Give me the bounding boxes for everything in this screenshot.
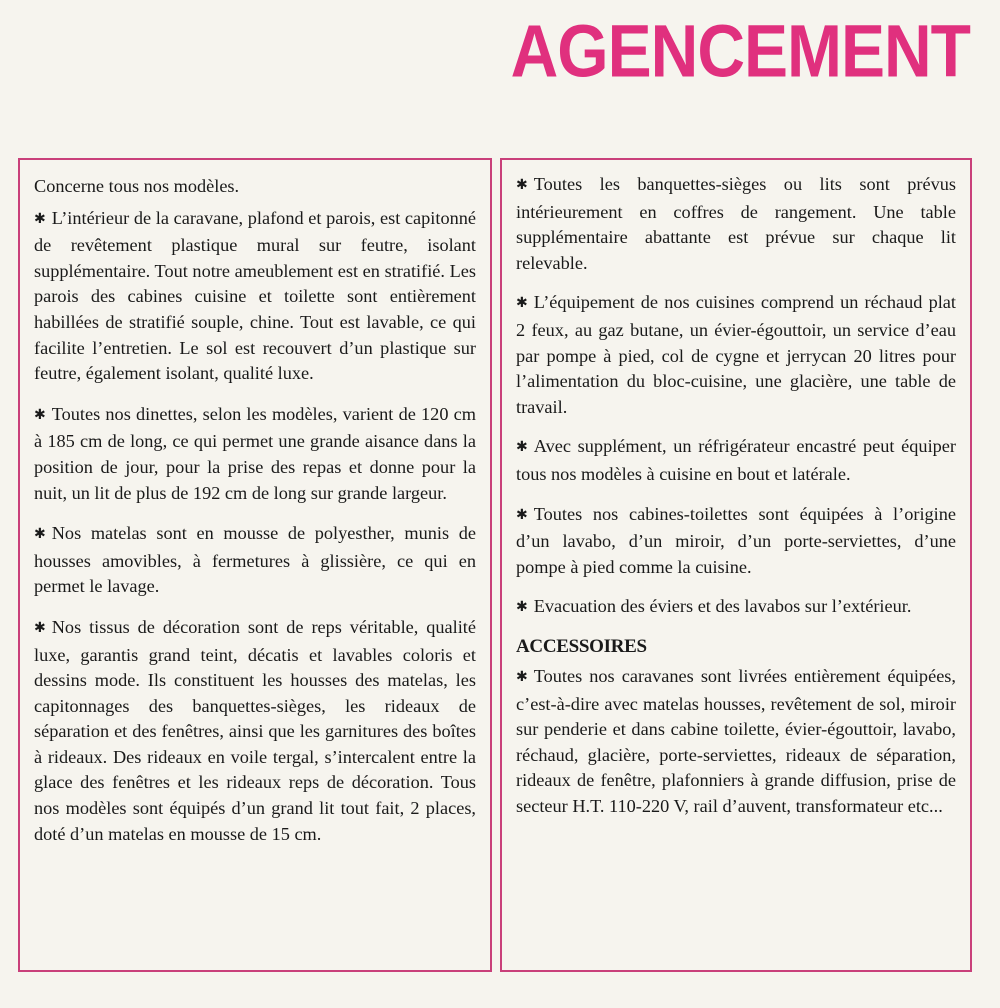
- paragraph-text: L’intérieur de la caravane, plafond et parois, est capitonné de revêtement plastique mural sur feutre, isolant supplémentaire. Tout notre ameublement est en stratifié. Les parois des cabines cuisine et toilette sont entièrement habillées de stratifié souple, chine. Tout est lavable, ce qui facilite l’entretien. Le sol est recouvert d’un plastique sur feutre, également isolant, qualité luxe.: [34, 207, 476, 384]
- asterisk-bullet-icon: ✱: [516, 506, 528, 523]
- asterisk-bullet-icon: ✱: [34, 210, 46, 227]
- paragraph: [516, 502, 956, 581]
- asterisk-bullet-icon: ✱: [34, 526, 46, 543]
- paragraph: [34, 402, 476, 506]
- paragraph-text: Toutes les banquettes-sièges ou lits sont prévus intérieurement en coffres de rangement. Une table supplémentaire abattante est prévue sur chaque lit relevable.: [516, 174, 956, 273]
- asterisk-bullet-icon: ✱: [516, 668, 528, 685]
- asterisk-bullet-icon: ✱: [34, 406, 46, 423]
- paragraph: [516, 664, 956, 820]
- paragraph-text: Nos matelas sont en mousse de polyesther, munis de housses amovibles, à fermetures à glissière, ce qui en permet le lavage.: [34, 523, 476, 597]
- right-column-box: [500, 158, 972, 972]
- paragraph: [516, 594, 956, 622]
- asterisk-bullet-icon: ✱: [516, 295, 528, 312]
- paragraph-text: Evacuation des éviers et des lavabos sur l’extérieur.: [533, 596, 912, 617]
- paragraph: [34, 206, 476, 387]
- paragraph: [34, 521, 476, 600]
- asterisk-bullet-icon: ✱: [516, 599, 528, 616]
- intro-text: Concerne tous nos modèles.: [34, 176, 240, 196]
- paragraph: [516, 290, 956, 420]
- accessories-heading: ACCESSOIRES: [516, 635, 647, 657]
- left-column-box: [18, 158, 492, 972]
- page-title: AGENCEMENT: [510, 9, 970, 93]
- paragraph-text: Toutes nos dinettes, selon les modèles, varient de 120 cm à 185 cm de long, ce qui permet une grande aisance dans la position de jour, pour la prise des repas et donne pour la nuit, un lit de plus de 192 cm de long sur grande largeur.: [34, 403, 476, 503]
- asterisk-bullet-icon: ✱: [34, 619, 46, 636]
- paragraph-text: Avec supplément, un réfrigérateur encastré peut équiper tous nos modèles à cuisine en bout et latérale.: [516, 436, 956, 484]
- paragraph-text: Toutes nos cabines-toilettes sont équipées à l’origine d’un lavabo, d’un miroir, d’un porte-serviettes, d’une pompe à pied comme la cuisine.: [516, 503, 956, 577]
- paragraph: [516, 434, 956, 487]
- paragraph: [516, 172, 956, 276]
- paragraph-text: Nos tissus de décoration sont de reps véritable, qualité luxe, garantis grand teint, décatis et lavables coloris et dessins mode. Ils constituent les housses des matelas, les capitonnages des banquettes-sièges, les rideaux de séparation et des fenêtres, ainsi que les garnitures des boîtes à rideaux. Des rideaux en voile tergal, s’intercalent entre la glace des fenêtres et les rideaux reps de décoration. Tous nos modèles sont équipés d’un grand lit tout fait, 2 places, doté d’un matelas en mousse de 15 cm.: [34, 616, 476, 844]
- paragraph-text: L’équipement de nos cuisines comprend un réchaud plat 2 feux, au gaz butane, un évier-égouttoir, un service d’eau par pompe à pied, col de cygne et jerrycan 20 litres pour l’alimentation du bloc-cuisine, une glacière, une table de travail.: [516, 292, 956, 417]
- paragraph-text: Toutes nos caravanes sont livrées entièrement équipées, c’est-à-dire avec matelas housses, revêtement de sol, miroir sur penderie et dans cabine toilette, évier-égouttoir, lavabo, réchaud, glacière, porte-serviettes, rideaux de séparation, rideaux de fenêtre, plafonniers à grande diffusion, prise de secteur H.T. 110-220 V, rail d’auvent, transformateur etc...: [516, 665, 956, 816]
- paragraph: [34, 615, 476, 847]
- asterisk-bullet-icon: ✱: [516, 177, 528, 193]
- asterisk-bullet-icon: ✱: [516, 439, 528, 456]
